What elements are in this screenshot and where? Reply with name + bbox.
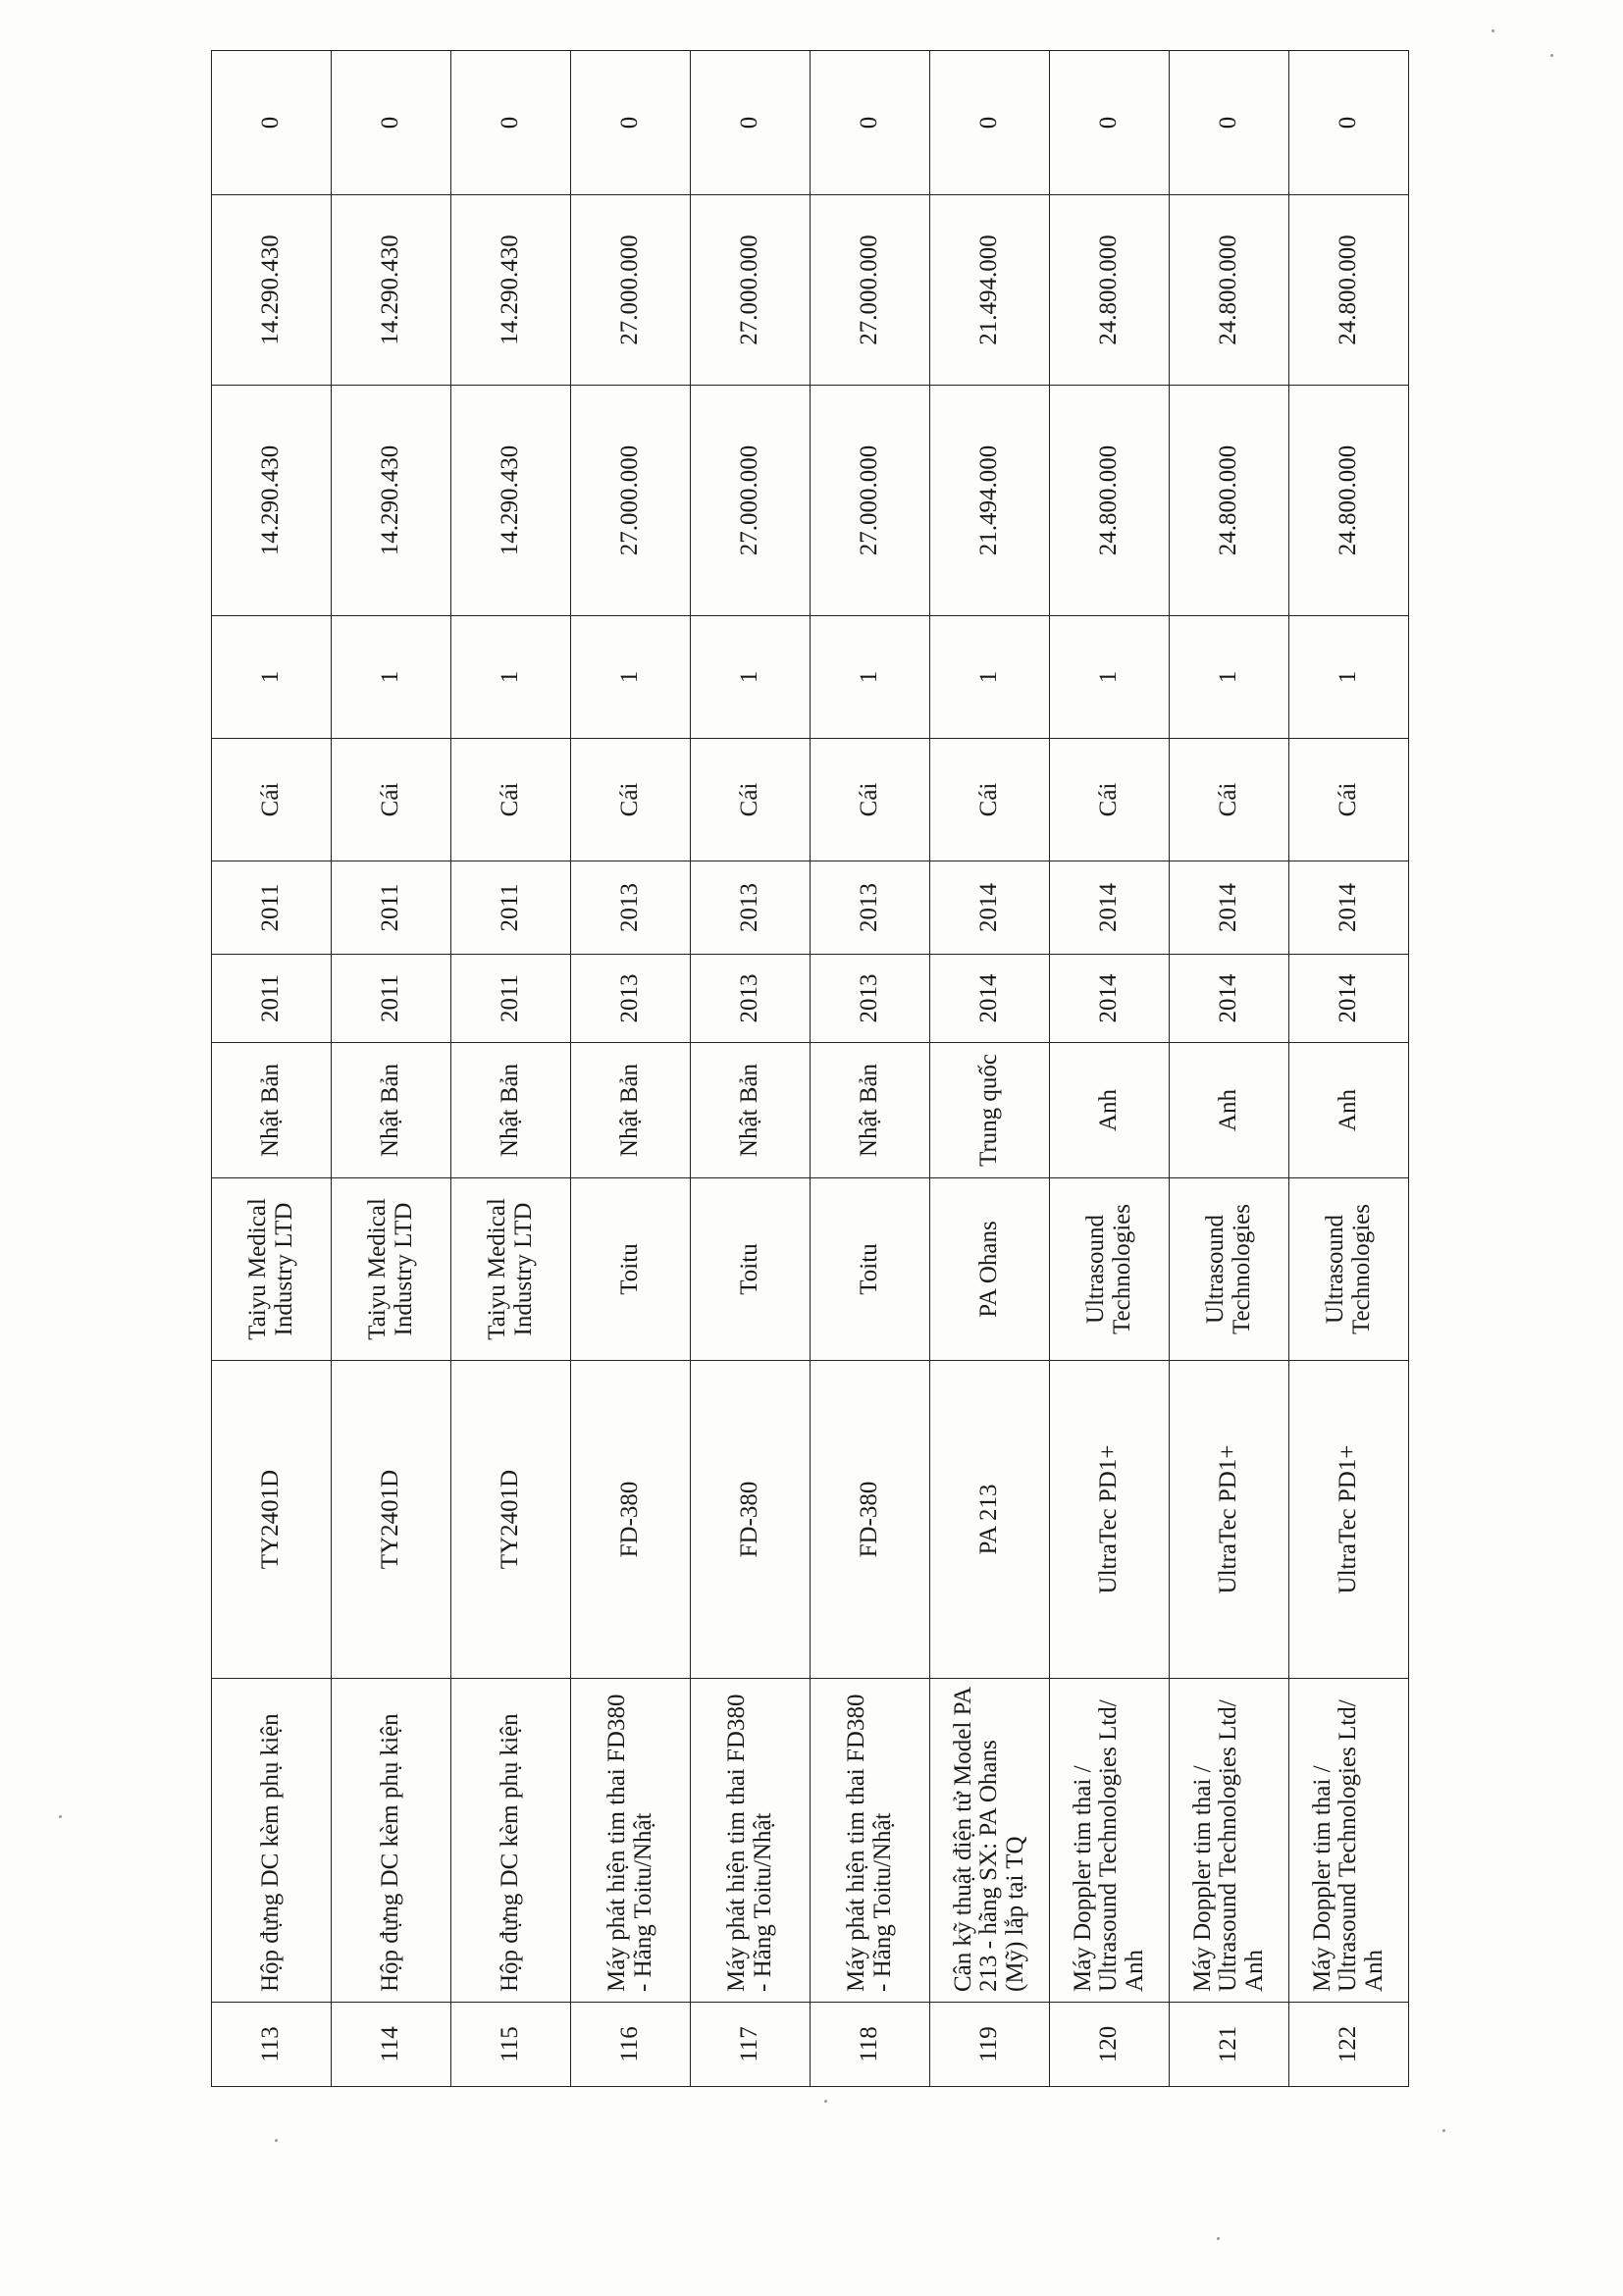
cell-manufacturer: Ultrasound Technologies [1050, 1178, 1170, 1361]
cell-total: 24.800.000 [1289, 195, 1409, 386]
cell-model: UltraTec PD1+ [1050, 1361, 1170, 1679]
cell-total: 14.290.430 [451, 195, 571, 386]
cell-origin: Nhật Bản [332, 1043, 451, 1178]
cell-unit: Cái [332, 739, 451, 861]
equipment-table [211, 50, 1409, 2087]
cell-qty: 1 [332, 616, 451, 739]
cell-unit: Cái [691, 739, 811, 861]
table-row [451, 51, 571, 2087]
cell-stt: 116 [571, 2003, 691, 2087]
cell-qty: 1 [1050, 616, 1170, 739]
cell-model: TY2401D [332, 1361, 451, 1679]
cell-total: 27.000.000 [571, 195, 691, 386]
cell-year-made: 2014 [1050, 955, 1170, 1043]
cell-model: FD-380 [691, 1361, 811, 1679]
cell-name: Hộp đựng DC kèm phụ kiện [212, 1679, 332, 2003]
cell-model: UltraTec PD1+ [1289, 1361, 1409, 1679]
cell-model: TY2401D [451, 1361, 571, 1679]
cell-year-made: 2014 [1289, 955, 1409, 1043]
cell-name: Hộp đựng DC kèm phụ kiện [332, 1679, 451, 2003]
cell-name: Cân kỹ thuật điện tử Model PA 213 - hãng SX: PA Ohans (Mỹ) lắp tại TQ [930, 1679, 1050, 2003]
cell-name: Máy Doppler tim thai / Ultrasound Technologies Ltd/ Anh [1289, 1679, 1409, 2003]
cell-unit: Cái [1170, 739, 1289, 861]
scan-speck [275, 2139, 278, 2142]
cell-unit-price: 24.800.000 [1289, 386, 1409, 616]
cell-unit-price: 27.000.000 [691, 386, 811, 616]
cell-model: TY2401D [212, 1361, 332, 1679]
cell-remaining: 0 [1170, 51, 1289, 195]
cell-unit-price: 27.000.000 [811, 386, 930, 616]
cell-manufacturer: PA Ohans [930, 1178, 1050, 1361]
table-body [212, 51, 1409, 2087]
cell-year-used: 2011 [212, 861, 332, 955]
cell-year-used: 2011 [332, 861, 451, 955]
cell-stt: 114 [332, 2003, 451, 2087]
cell-unit: Cái [1050, 739, 1170, 861]
cell-remaining: 0 [451, 51, 571, 195]
rotated-table-frame [211, 51, 1408, 2087]
cell-year-made: 2014 [930, 955, 1050, 1043]
cell-year-used: 2014 [1289, 861, 1409, 955]
cell-origin: Anh [1289, 1043, 1409, 1178]
cell-origin: Nhật Bản [811, 1043, 930, 1178]
cell-total: 27.000.000 [811, 195, 930, 386]
cell-stt: 119 [930, 2003, 1050, 2087]
cell-remaining: 0 [212, 51, 332, 195]
cell-name: Hộp đựng DC kèm phụ kiện [451, 1679, 571, 2003]
cell-year-used: 2013 [811, 861, 930, 955]
scan-speck [1492, 29, 1494, 32]
cell-year-made: 2011 [332, 955, 451, 1043]
cell-year-used: 2011 [451, 861, 571, 955]
cell-year-used: 2014 [930, 861, 1050, 955]
cell-remaining: 0 [811, 51, 930, 195]
cell-total: 14.290.430 [332, 195, 451, 386]
cell-total: 14.290.430 [212, 195, 332, 386]
cell-unit: Cái [811, 739, 930, 861]
cell-stt: 122 [1289, 2003, 1409, 2087]
cell-remaining: 0 [930, 51, 1050, 195]
cell-unit-price: 24.800.000 [1050, 386, 1170, 616]
cell-origin: Anh [1170, 1043, 1289, 1178]
cell-name: Máy phát hiện tim thai FD380 - Hãng Toitu/Nhật [811, 1679, 930, 2003]
cell-origin: Trung quốc [930, 1043, 1050, 1178]
cell-stt: 113 [212, 2003, 332, 2087]
cell-total: 21.494.000 [930, 195, 1050, 386]
cell-remaining: 0 [691, 51, 811, 195]
cell-year-made: 2011 [212, 955, 332, 1043]
cell-total: 27.000.000 [691, 195, 811, 386]
cell-remaining: 0 [1289, 51, 1409, 195]
cell-model: FD-380 [811, 1361, 930, 1679]
cell-name: Máy Doppler tim thai / Ultrasound Technologies Ltd/ Anh [1170, 1679, 1289, 2003]
cell-qty: 1 [811, 616, 930, 739]
scan-speck [1550, 54, 1553, 57]
table-row [212, 51, 332, 2087]
table-row [571, 51, 691, 2087]
cell-unit: Cái [451, 739, 571, 861]
cell-manufacturer: Taiyu Medical Industry LTD [451, 1178, 571, 1361]
cell-qty: 1 [691, 616, 811, 739]
cell-name: Máy Doppler tim thai / Ultrasound Technologies Ltd/ Anh [1050, 1679, 1170, 2003]
table-row [1050, 51, 1170, 2087]
cell-qty: 1 [1170, 616, 1289, 739]
cell-unit: Cái [212, 739, 332, 861]
scan-speck [59, 1815, 62, 1818]
cell-manufacturer: Toitu [691, 1178, 811, 1361]
cell-manufacturer: Taiyu Medical Industry LTD [212, 1178, 332, 1361]
scan-speck [1442, 2129, 1445, 2132]
cell-qty: 1 [1289, 616, 1409, 739]
cell-stt: 120 [1050, 2003, 1170, 2087]
cell-origin: Nhật Bản [451, 1043, 571, 1178]
cell-qty: 1 [571, 616, 691, 739]
cell-stt: 121 [1170, 2003, 1289, 2087]
cell-unit-price: 14.290.430 [451, 386, 571, 616]
scan-speck [1217, 2237, 1220, 2240]
cell-qty: 1 [930, 616, 1050, 739]
cell-name: Máy phát hiện tim thai FD380 - Hãng Toitu/Nhật [691, 1679, 811, 2003]
cell-manufacturer: Toitu [811, 1178, 930, 1361]
cell-unit: Cái [571, 739, 691, 861]
table-row [691, 51, 811, 2087]
cell-year-made: 2013 [811, 955, 930, 1043]
cell-manufacturer: Ultrasound Technologies [1170, 1178, 1289, 1361]
cell-year-used: 2013 [571, 861, 691, 955]
table-row [1170, 51, 1289, 2087]
cell-year-made: 2013 [691, 955, 811, 1043]
cell-qty: 1 [451, 616, 571, 739]
cell-origin: Anh [1050, 1043, 1170, 1178]
cell-origin: Nhật Bản [212, 1043, 332, 1178]
cell-remaining: 0 [332, 51, 451, 195]
cell-year-used: 2014 [1170, 861, 1289, 955]
cell-model: UltraTec PD1+ [1170, 1361, 1289, 1679]
cell-unit: Cái [1289, 739, 1409, 861]
table-row [930, 51, 1050, 2087]
cell-year-used: 2014 [1050, 861, 1170, 955]
table-row [332, 51, 451, 2087]
table-row [1289, 51, 1409, 2087]
cell-year-made: 2014 [1170, 955, 1289, 1043]
cell-manufacturer: Toitu [571, 1178, 691, 1361]
cell-remaining: 0 [1050, 51, 1170, 195]
cell-year-used: 2013 [691, 861, 811, 955]
cell-total: 24.800.000 [1050, 195, 1170, 386]
cell-unit: Cái [930, 739, 1050, 861]
cell-qty: 1 [212, 616, 332, 739]
table-row [811, 51, 930, 2087]
cell-year-made: 2011 [451, 955, 571, 1043]
cell-origin: Nhật Bản [691, 1043, 811, 1178]
cell-name: Máy phát hiện tim thai FD380 - Hãng Toitu/Nhật [571, 1679, 691, 2003]
cell-remaining: 0 [571, 51, 691, 195]
cell-model: PA 213 [930, 1361, 1050, 1679]
cell-unit-price: 14.290.430 [332, 386, 451, 616]
cell-stt: 115 [451, 2003, 571, 2087]
cell-unit-price: 21.494.000 [930, 386, 1050, 616]
cell-model: FD-380 [571, 1361, 691, 1679]
cell-origin: Nhật Bản [571, 1043, 691, 1178]
cell-stt: 117 [691, 2003, 811, 2087]
cell-stt: 118 [811, 2003, 930, 2087]
cell-unit-price: 24.800.000 [1170, 386, 1289, 616]
cell-manufacturer: Ultrasound Technologies [1289, 1178, 1409, 1361]
cell-unit-price: 27.000.000 [571, 386, 691, 616]
cell-unit-price: 14.290.430 [212, 386, 332, 616]
scan-speck [824, 2100, 827, 2103]
cell-manufacturer: Taiyu Medical Industry LTD [332, 1178, 451, 1361]
cell-year-made: 2013 [571, 955, 691, 1043]
cell-total: 24.800.000 [1170, 195, 1289, 386]
